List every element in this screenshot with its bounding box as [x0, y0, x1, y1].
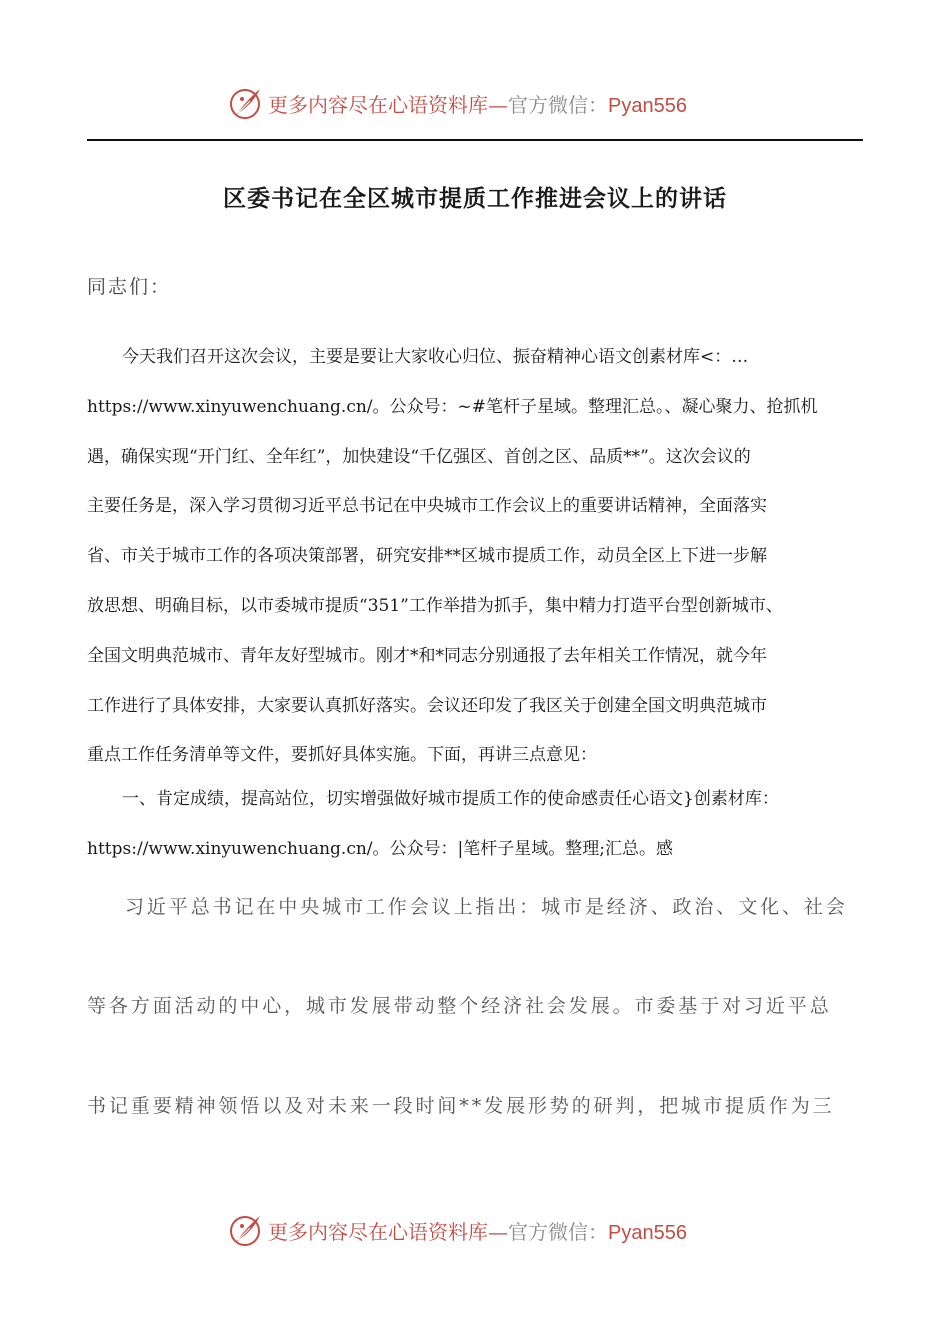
watermark-dash: — — [488, 92, 508, 117]
paragraph-line: https://www.xinyuwenchuang.cn/。公众号：~#笔杆子星域。整理汇总。、凝心聚力、抢抓机 — [87, 396, 818, 417]
watermark-brand: 更多内容尽在心语资料库 — [268, 1219, 488, 1244]
watermark-brand: 更多内容尽在心语资料库 — [268, 92, 488, 117]
paragraph-line: 今天我们召开这次会议，主要是要让大家收心归位、振奋精神心语文创素材库<：… — [122, 347, 749, 367]
watermark-wechat-id: Pyan556 — [608, 94, 687, 117]
watermark-wechat-id: Pyan556 — [608, 1221, 687, 1244]
paragraph-line: 重点工作任务清单等文件，要抓好具体实施。下面，再讲三点意见： — [87, 745, 597, 766]
paragraph-line: 主要任务是，深入学习贯彻习近平总书记在中央城市工作会议上的重要讲话精神，全面落实 — [87, 496, 767, 517]
section-heading-line: 一、肯定成绩，提高站位，切实增强做好城市提质工作的使命感责任心语文}创素材库： — [122, 789, 779, 810]
paragraph-line: 放思想、明确目标，以市委城市提质“351”工作举措为抓手，集中精力打造平台型创新城市、 — [87, 595, 783, 616]
paragraph-line: 遇，确保实现“开门红、全年红”，加快建设“千亿强区、首创之区、品质**”。这次会议的 — [87, 446, 751, 467]
paragraph-line: 等各方面活动的中心，城市发展带动整个经济社会发展。市委基于对习近平总 — [87, 995, 832, 1017]
header-watermark — [0, 80, 950, 126]
watermark-text — [268, 1216, 687, 1245]
watermark-text — [268, 89, 687, 118]
greeting: 同志们： — [87, 276, 172, 298]
document-title: 区委书记在全区城市提质工作推进会议上的讲话 — [223, 185, 727, 212]
quill-logo-icon — [228, 85, 264, 121]
body-text — [87, 333, 865, 875]
quill-logo-icon — [228, 1212, 264, 1248]
paragraph-line: 工作进行了具体安排，大家要认真抓好落实。会议还印发了我区关于创建全国文明典范城市 — [87, 695, 767, 716]
paragraph-line: 习近平总书记在中央城市工作会议上指出：城市是经济、政治、文化、社会 — [125, 896, 848, 918]
section-heading-line: https://www.xinyuwenchuang.cn/。公众号：|笔杆子星域。整理;汇总。感 — [87, 839, 673, 860]
watermark-wechat-label: 官方微信： — [508, 1219, 608, 1244]
paragraph-line: 书记重要精神领悟以及对未来一段时间**发展形势的研判，把城市提质作为三 — [87, 1095, 835, 1117]
header-divider — [87, 139, 863, 141]
paragraph-line: 省、市关于城市工作的各项决策部署，研究安排**区城市提质工作，动员全区上下进一步解 — [87, 546, 767, 567]
watermark-wechat-label: 官方微信： — [508, 92, 608, 117]
paragraph-line: 全国文明典范城市、青年友好型城市。刚才*和*同志分别通报了去年相关工作情况，就今年 — [87, 645, 767, 666]
footer-watermark — [0, 1207, 950, 1253]
watermark-dash: — — [488, 1219, 508, 1244]
